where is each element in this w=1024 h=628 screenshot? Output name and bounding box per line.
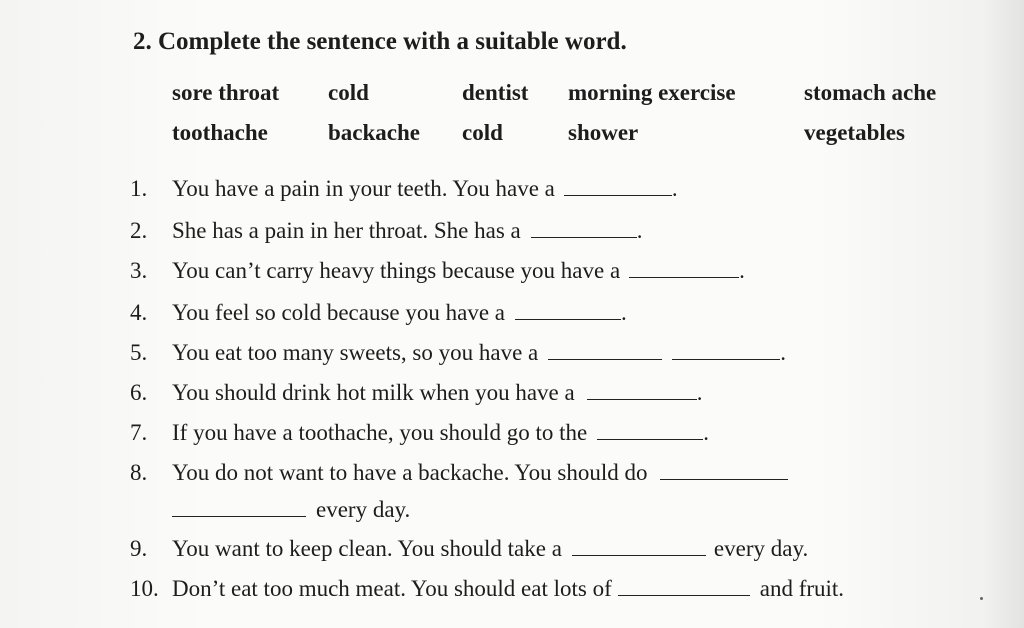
page-edge-shadow [984, 0, 1024, 628]
question-end: . [739, 258, 745, 283]
answer-blank[interactable] [587, 398, 697, 400]
question-text: She has a pain in her throat. She has a [172, 218, 521, 243]
question-number: 2. [130, 218, 148, 243]
question-end: . [636, 218, 643, 243]
word-bank-item: toothache [172, 120, 268, 145]
question-text: You should drink hot milk when you have a [172, 380, 575, 405]
question-number: 1. [130, 176, 148, 201]
answer-blank[interactable] [548, 358, 662, 360]
word-bank-item: cold [462, 120, 503, 145]
question-item [130, 176, 678, 202]
question-number: 5. [130, 340, 148, 365]
answer-blank[interactable] [597, 438, 703, 440]
question-number: 9. [130, 536, 148, 561]
answer-blank[interactable] [531, 236, 637, 238]
question-item [130, 460, 788, 486]
word-bank-item: backache [328, 120, 420, 145]
question-end: every day. [713, 536, 809, 561]
question-number: 3. [130, 258, 148, 283]
word-bank-item: vegetables [804, 120, 905, 145]
question-item [130, 380, 702, 406]
question-item [130, 420, 709, 446]
question-text: You do not want to have a backache. You should do [172, 460, 648, 485]
question-text: If you have a toothache, you should go to the [172, 420, 588, 445]
word-bank-item: stomach ache [804, 80, 937, 105]
answer-blank[interactable] [564, 194, 672, 196]
question-end: . [620, 300, 627, 325]
question-item [130, 576, 844, 602]
question-number: 6. [130, 380, 148, 405]
speck-mark [980, 597, 983, 600]
answer-blank[interactable] [572, 554, 706, 556]
question-item [130, 258, 745, 284]
word-bank-item: shower [568, 120, 639, 145]
question-number: 10. [130, 576, 159, 601]
answer-blank[interactable] [172, 515, 306, 517]
question-end: and fruit. [759, 576, 845, 601]
question-number: 8. [130, 460, 148, 485]
question-text: You feel so cold because you have a [172, 300, 505, 325]
question-end: . [696, 380, 703, 405]
question-text: You have a pain in your teeth. You have a [172, 176, 555, 201]
word-bank-item: dentist [462, 80, 529, 105]
question-item [130, 536, 808, 562]
question-end: . [780, 340, 786, 365]
question-number: 7. [130, 420, 148, 445]
question-continuation [172, 497, 410, 523]
question-text: Don’t eat too much meat. You should eat lots of [172, 576, 612, 601]
question-number: 4. [130, 300, 148, 325]
question-text: You eat too many sweets, so you have a [172, 340, 539, 365]
answer-blank[interactable] [672, 358, 780, 360]
question-item [130, 218, 643, 244]
question-item [130, 340, 786, 366]
question-text: every day. [316, 497, 411, 522]
question-end: . [671, 176, 678, 201]
question-item [130, 300, 627, 326]
answer-blank[interactable] [629, 276, 739, 278]
question-text: You can’t carry heavy things because you have a [172, 258, 621, 283]
exercise-title: 2. Complete the sentence with a suitable word. [133, 28, 627, 55]
answer-blank[interactable] [618, 594, 750, 596]
answer-blank[interactable] [660, 478, 788, 480]
word-bank-item: cold [328, 80, 369, 105]
word-bank-item: morning exercise [568, 80, 736, 105]
answer-blank[interactable] [515, 318, 621, 320]
question-end: . [703, 420, 709, 445]
question-text: You want to keep clean. You should take a [172, 536, 562, 561]
word-bank-item: sore throat [172, 80, 280, 105]
